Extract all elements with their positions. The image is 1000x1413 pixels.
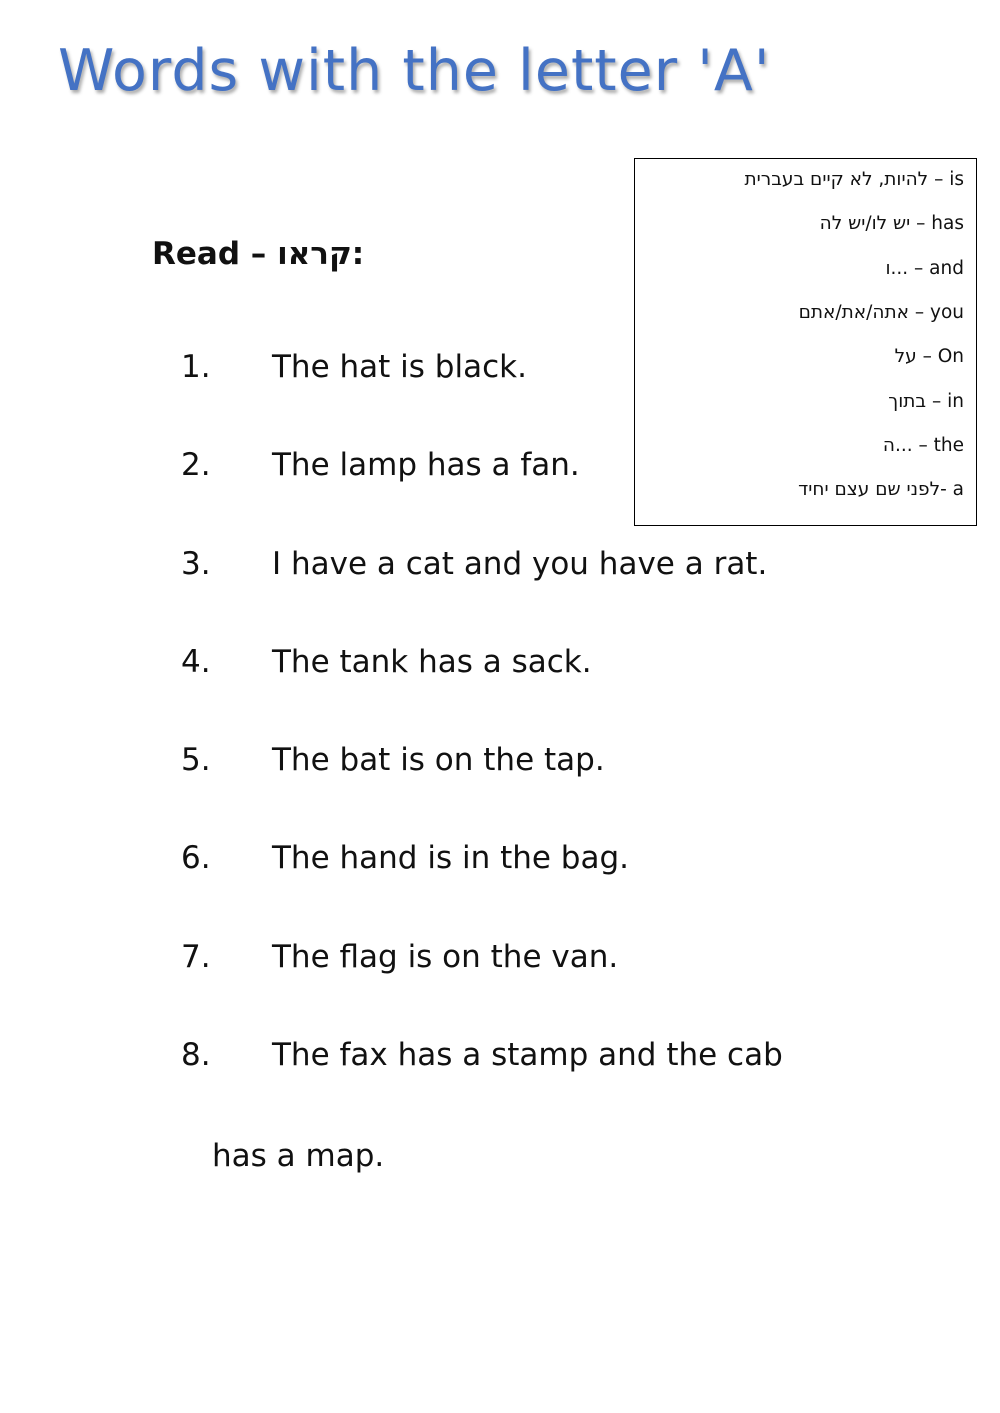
sentence-number: 1. xyxy=(181,349,211,385)
glossary-entry: אתה/את/אתם – you xyxy=(798,302,964,323)
sentence-text: The flag is on the van. xyxy=(272,939,619,975)
sentence-text: I have a cat and you have a rat. xyxy=(272,546,768,582)
glossary-box xyxy=(634,158,977,526)
sentence-number: 4. xyxy=(181,644,211,680)
glossary-entry: להיות, לא קיים בעברית – is xyxy=(744,169,964,190)
sentence-text: The hand is in the bag. xyxy=(272,840,629,876)
glossary-entry: על – On xyxy=(894,346,964,367)
sentence-text: The lamp has a fan. xyxy=(272,447,580,483)
glossary-entry: לפני שם עצם יחיד- a xyxy=(798,479,964,500)
glossary-entry: ו... – and xyxy=(885,258,964,279)
glossary-entry: בתוך – in xyxy=(888,391,964,412)
page-title: Words with the letter 'A' xyxy=(58,38,771,104)
sentence-number: 2. xyxy=(181,447,211,483)
sentence-continuation: has a map. xyxy=(212,1138,385,1174)
glossary-entry: יש לו/יש לה – has xyxy=(819,213,964,234)
sentence-text: The fax has a stamp and the cab xyxy=(272,1037,783,1073)
sentence-number: 3. xyxy=(181,546,211,582)
sentence-text: The bat is on the tap. xyxy=(272,742,605,778)
glossary-entry: ה... – the xyxy=(882,435,964,456)
sentence-number: 8. xyxy=(181,1037,211,1073)
sentence-number: 5. xyxy=(181,742,211,778)
read-heading: Read – קראו: xyxy=(152,236,365,272)
sentence-number: 7. xyxy=(181,939,211,975)
sentence-number: 6. xyxy=(181,840,211,876)
sentence-text: The hat is black. xyxy=(272,349,527,385)
sentence-text: The tank has a sack. xyxy=(272,644,592,680)
